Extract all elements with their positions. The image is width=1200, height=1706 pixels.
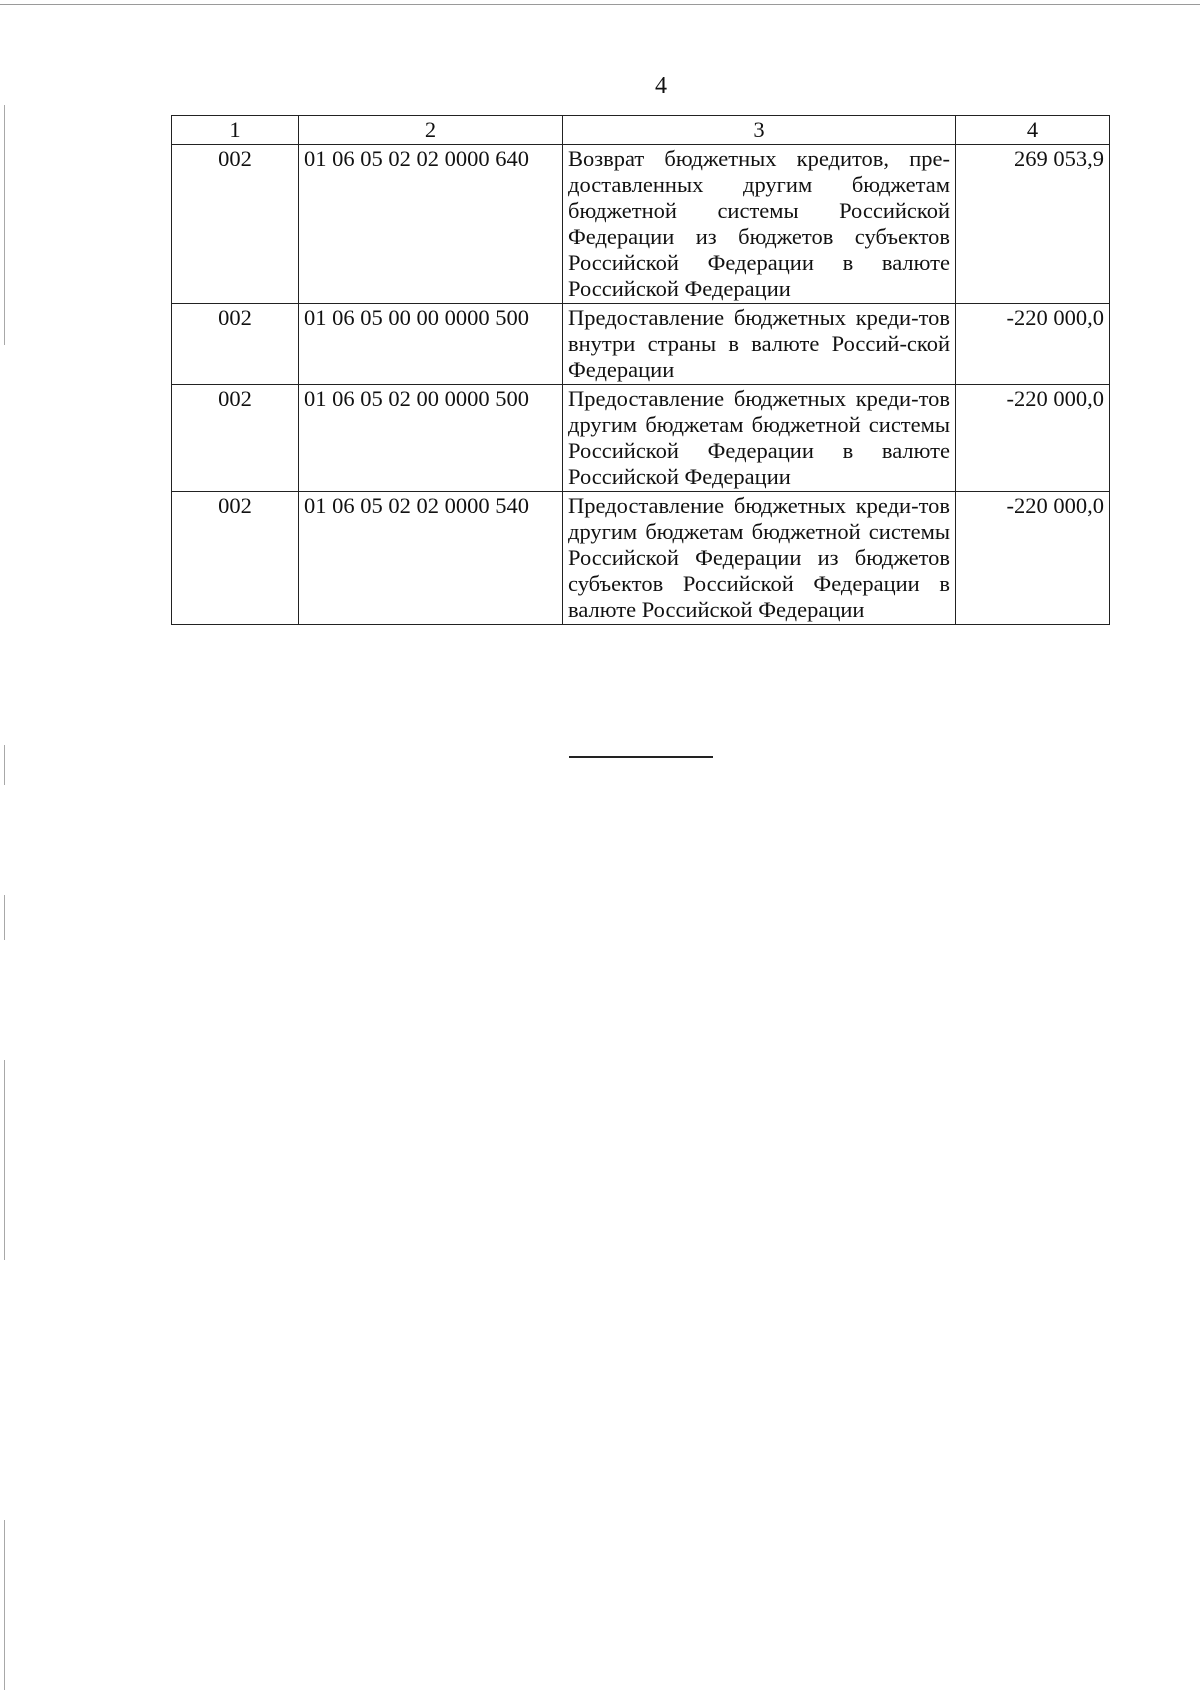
amount-cell: -220 000,0: [956, 492, 1110, 625]
amount-cell: -220 000,0: [956, 385, 1110, 492]
admin-code-cell: 002: [172, 145, 299, 304]
table-row: [172, 304, 1110, 385]
budget-code-cell: 01 06 05 02 00 0000 500: [299, 385, 563, 492]
header-col-4: 4: [956, 116, 1110, 145]
admin-code-cell: 002: [172, 304, 299, 385]
page-number: 4: [655, 73, 667, 99]
amount-cell: 269 053,9: [956, 145, 1110, 304]
scan-edge-left-1: [4, 105, 5, 345]
budget-sources-table: [171, 115, 1110, 625]
budget-code-cell: 01 06 05 02 02 0000 640: [299, 145, 563, 304]
scan-edge-top: [0, 4, 1200, 5]
table-row: [172, 492, 1110, 625]
table-header-row: [172, 116, 1110, 145]
table-row: [172, 145, 1110, 304]
budget-code-cell: 01 06 05 02 02 0000 540: [299, 492, 563, 625]
document-end-rule: [569, 756, 713, 758]
budget-code-cell: 01 06 05 00 00 0000 500: [299, 304, 563, 385]
header-col-3: 3: [563, 116, 956, 145]
scan-edge-left-2: [4, 745, 5, 785]
admin-code-cell: 002: [172, 492, 299, 625]
description-cell: Возврат бюджетных кредитов, пре-доставленных другим бюджетам бюджетной системы Российской Федерации из бюджетов субъектов Российской Федерации в валюте Российской Федерации: [563, 145, 956, 304]
scan-edge-left-3: [4, 895, 5, 940]
description-cell: Предоставление бюджетных креди-тов внутри страны в валюте Россий-ской Федерации: [563, 304, 956, 385]
description-cell: Предоставление бюджетных креди-тов другим бюджетам бюджетной системы Российской Федерации из бюджетов субъектов Российской Федерации в валюте Российской Федерации: [563, 492, 956, 625]
scan-edge-left-5: [4, 1520, 5, 1690]
scan-edge-left-4: [4, 1060, 5, 1260]
description-cell: Предоставление бюджетных креди-тов другим бюджетам бюджетной системы Российской Федерации в валюте Российской Федерации: [563, 385, 956, 492]
amount-cell: -220 000,0: [956, 304, 1110, 385]
header-col-1: 1: [172, 116, 299, 145]
admin-code-cell: 002: [172, 385, 299, 492]
header-col-2: 2: [299, 116, 563, 145]
table-row: [172, 385, 1110, 492]
